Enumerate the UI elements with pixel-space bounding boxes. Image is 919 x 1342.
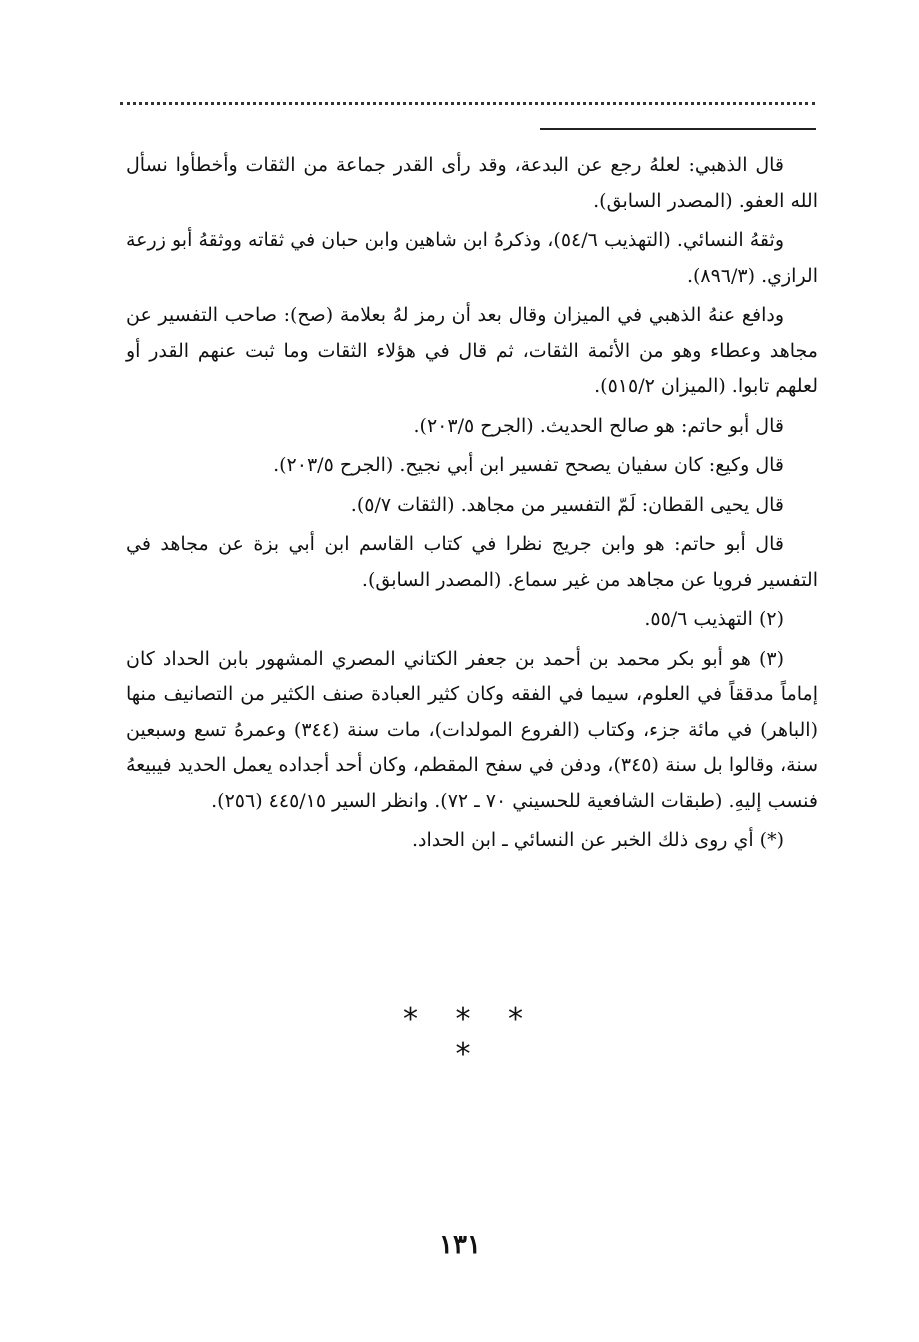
footnote-paragraph: (٣) هو أبو بكر محمد بن أحمد بن جعفر الكتاني المصري المشهور بابن الحداد كان إماماً مدققاً في العلوم، سيما في الفقه وكان كثير العبادة صنف الكثير من التصانيف منها (الباهر) في مائة جزء، وكتاب (الفروع المولدات)، مات سنة (٣٤٤) وعمرهُ تسع وسبعين سنة، وقالوا بل سنة (٣٤٥)، ودفن في سفح المقطم، وكان أحد أجداده يعمل الحديد فيبيعهُ فنسب إليهِ. (طبقات الشافعية للحسيني ٧٠ ـ ٧٢). وانظر السير ٤٤٥/١٥ (٢٥٦). — [126, 647, 818, 812]
footnote-paragraph: (*) أي روى ذلك الخبر عن النسائي ـ ابن الحداد. — [411, 829, 784, 851]
footnote-paragraph: قال وكيع: كان سفيان يصحح تفسير ابن أبي نجيح. (الجرح ٢٠٣/٥). — [273, 454, 784, 476]
section-separator: * * * * — [402, 1002, 538, 1072]
footnote-paragraph: قال أبو حاتم: هو وابن جريج نظرا في كتاب القاسم ابن أبي بزة عن مجاهد في التفسير فرويا عن مجاهد من غير سماع. (المصدر السابق). — [126, 533, 818, 591]
footnote-paragraph: وثقهُ النسائي. (التهذيب ٥٤/٦)، وذكرهُ ابن شاهين وابن حبان في ثقاته ووثقهُ أبو زرعة الرازي. (٨٩٦/٣). — [126, 229, 818, 287]
footnote-paragraph: قال الذهبي: لعلهُ رجع عن البدعة، وقد رأى القدر جماعة من الثقات وأخطأوا نسأل الله العفو. (المصدر السابق). — [126, 154, 818, 212]
footnote-paragraph: (٢) التهذيب ٥٥/٦. — [644, 608, 784, 630]
dotted-divider — [120, 102, 815, 105]
page-number: ١٣١ — [439, 1230, 481, 1260]
footnote-rule — [540, 128, 816, 130]
footnote-paragraph: قال يحيى القطان: لَمّ التفسير من مجاهد. (الثقات ٥/٧). — [350, 493, 784, 516]
footnote-paragraph: قال أبو حاتم: هو صالح الحديث. (الجرح ٢٠٣/٥). — [413, 414, 784, 437]
footnotes-block — [126, 148, 818, 863]
footnote-paragraph: ودافع عنهُ الذهبي في الميزان وقال بعد أن رمز لهُ بعلامة (صح): صاحب التفسير عن مجاهد وعطاء وهو من الأئمة الثقات، ثم قال في هؤلاء الثقات وما ثبت عنهم القدر أو لعلهم تابوا. (الميزان ٥١٥/٢). — [126, 304, 818, 397]
